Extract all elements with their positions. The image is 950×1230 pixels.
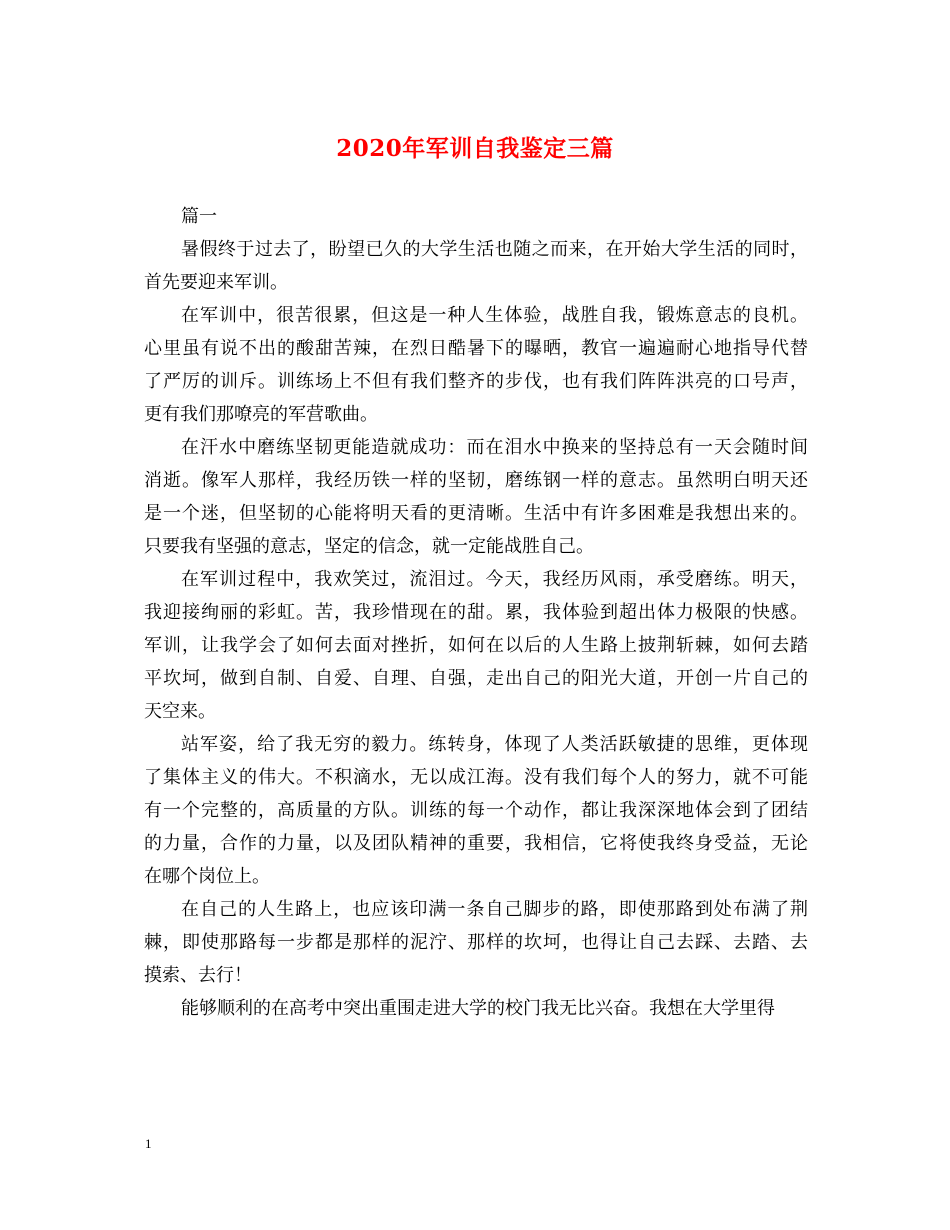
text-line: 了严厉的训斥。训练场上不但有我们整齐的步伐，也有我们阵阵洪亮的口号声，	[144, 371, 808, 392]
text-line: 摸索、去行！	[144, 965, 252, 986]
text-line: 有一个完整的，高质量的方队。训练的每一个动作，都让我深深地体会到了团结	[144, 800, 808, 821]
text-line: 在自己的人生路上，也应该印满一条自己脚步的路，即使那路到处布满了荆	[181, 899, 808, 920]
text-line: 心里虽有说不出的酸甜苦辣，在烈日酷暑下的曝晒，教官一遍遍耐心地指导代替	[144, 338, 808, 359]
text-line: 只要我有坚强的意志，坚定的信念，就一定能战胜自己。	[144, 536, 594, 557]
text-line: 棘，即使那路每一步都是那样的泥泞、那样的坎坷，也得让自己去踩、去踏、去	[144, 932, 808, 953]
text-line: 在军训中，很苦很累，但这是一种人生体验，战胜自我，锻炼意志的良机。	[181, 305, 808, 326]
text-line: 平坎坷，做到自制、自爱、自理、自强，走出自己的阳光大道，开创一片自己的	[144, 668, 808, 689]
text-line: 的力量，合作的力量，以及团队精神的重要，我相信，它将使我终身受益，无论	[144, 833, 808, 854]
text-line: 军训，让我学会了如何去面对挫折，如何在以后的人生路上披荆斩棘，如何去踏	[144, 635, 808, 656]
text-line: 篇一	[181, 206, 217, 227]
text-line: 在军训过程中，我欢笑过，流泪过。今天，我经历风雨，承受磨练。明天，	[181, 569, 808, 590]
text-line: 了集体主义的伟大。不积滴水，无以成江海。没有我们每个人的努力，就不可能	[144, 767, 808, 788]
text-line: 更有我们那嘹亮的军营歌曲。	[144, 404, 378, 425]
text-line: 我迎接绚丽的彩虹。苦，我珍惜现在的甜。累，我体验到超出体力极限的快感。	[144, 602, 808, 623]
text-line: 是一个迷，但坚韧的心能将明天看的更清晰。生活中有许多困难是我想出来的。	[144, 503, 808, 524]
text-line: 首先要迎来军训。	[144, 272, 288, 293]
page-number: 1	[145, 1136, 152, 1151]
text-line: 站军姿，给了我无穷的毅力。练转身，体现了人类活跃敏捷的思维，更体现	[181, 734, 808, 755]
text-line: 能够顺利的在高考中突出重围走进大学的校门我无比兴奋。我想在大学里得	[181, 998, 775, 1019]
text-line: 在哪个岗位上。	[144, 866, 270, 887]
document-title: 2020年军训自我鉴定三篇	[336, 135, 614, 162]
document-body	[144, 200, 808, 1025]
text-line: 天空来。	[144, 701, 216, 722]
text-line: 在汗水中磨练坚韧更能造就成功：而在泪水中换来的坚持总有一天会随时间	[181, 437, 808, 458]
text-line: 消逝。像军人那样，我经历铁一样的坚韧，磨练钢一样的意志。虽然明白明天还	[144, 470, 808, 491]
text-line: 暑假终于过去了，盼望已久的大学生活也随之而来，在开始大学生活的同时，	[181, 239, 808, 260]
